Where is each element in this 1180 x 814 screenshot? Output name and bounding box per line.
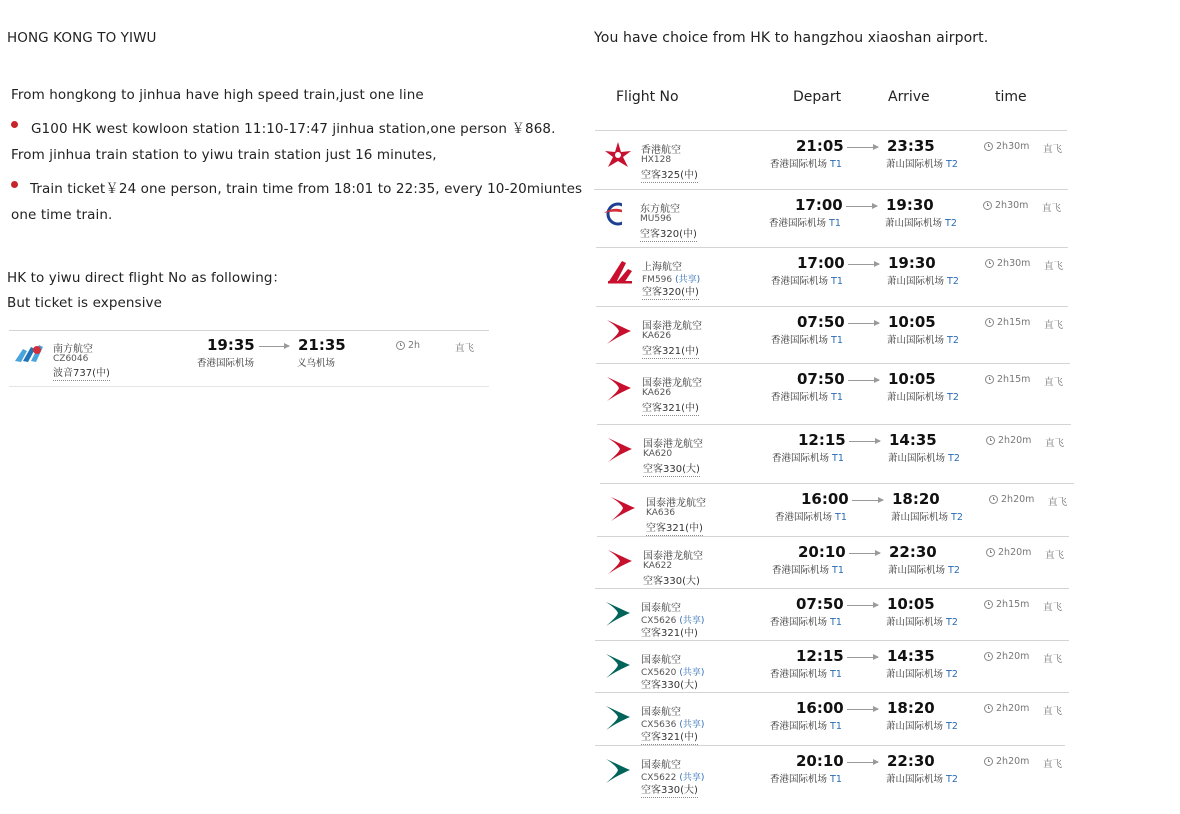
cathay-dragon-logo <box>605 434 635 464</box>
depart-airport: 香港国际机场 T1 <box>771 392 843 403</box>
clock-icon <box>984 142 993 151</box>
arrive-airport: 萧山国际机场 T2 <box>887 392 959 403</box>
aircraft-type[interactable]: 空客321(中) <box>646 523 703 534</box>
cathay-pacific-logo <box>603 650 633 680</box>
direct-flight-label: 直飞 <box>1043 759 1063 770</box>
aircraft-type[interactable]: 空客325(中) <box>641 170 698 181</box>
flight-duration: 2h30m <box>995 200 1029 211</box>
depart-time: 21:05 <box>796 137 844 155</box>
row-divider <box>595 640 1069 641</box>
arrive-terminal: T2 <box>947 392 959 403</box>
depart-terminal: T1 <box>830 159 842 170</box>
flight-row[interactable] <box>597 424 1071 482</box>
arrive-terminal: T2 <box>946 159 958 170</box>
flight-number: FM596 (共享) <box>642 275 701 285</box>
flight-row[interactable] <box>595 640 1069 698</box>
row-divider <box>595 692 1069 693</box>
direct-flight-label: 直飞 <box>1042 203 1062 214</box>
cathay-dragon-logo <box>605 546 635 576</box>
clock-icon <box>984 600 993 609</box>
direct-flight-label: 直飞 <box>1044 377 1064 388</box>
flight-number: KA626 <box>642 388 672 398</box>
flight-number: CX5620 (共享) <box>641 668 705 678</box>
row-divider <box>600 483 1074 484</box>
aircraft-type[interactable]: 空客321(中) <box>642 346 699 357</box>
codeshare-label[interactable]: (共享) <box>679 720 705 730</box>
depart-terminal: T1 <box>831 276 843 287</box>
flight-row[interactable] <box>596 247 1068 305</box>
column-header-depart: Depart <box>793 89 842 105</box>
direct-flight-label: 直飞 <box>1044 261 1064 272</box>
airline-name: 国泰港龙航空 <box>642 321 702 332</box>
flight-duration: 2h20m <box>996 703 1030 714</box>
arrive-terminal: T2 <box>948 453 960 464</box>
flight-duration: 2h30m <box>997 258 1031 269</box>
bullet-dot <box>11 121 18 128</box>
depart-airport: 香港国际机场 T1 <box>772 565 844 576</box>
flight-number: CX5622 (共享) <box>641 773 705 783</box>
depart-airport: 香港国际机场 T1 <box>769 218 841 229</box>
aircraft-type[interactable]: 空客321(中) <box>641 732 698 743</box>
depart-time: 19:35 <box>207 336 255 354</box>
aircraft-type[interactable]: 空客330(大) <box>641 785 698 796</box>
direct-flight-label: 直飞 <box>1045 550 1065 561</box>
arrive-airport: 萧山国际机场 T2 <box>891 512 963 523</box>
clock-icon <box>396 341 405 350</box>
row-divider <box>595 588 1069 589</box>
arrive-airport: 萧山国际机场 T2 <box>888 453 960 464</box>
china-eastern-logo <box>602 199 632 229</box>
arrow-icon <box>849 441 880 442</box>
depart-terminal: T1 <box>835 512 847 523</box>
arrive-terminal: T2 <box>947 335 959 346</box>
airline-name: 香港航空 <box>641 145 681 156</box>
depart-airport: 香港国际机场 T1 <box>770 159 842 170</box>
direct-flight-label: 直飞 <box>1043 144 1063 155</box>
arrow-icon <box>847 762 878 763</box>
arrive-terminal: T2 <box>951 512 963 523</box>
flight-duration: 2h15m <box>997 374 1031 385</box>
arrive-airport: 萧山国际机场 T2 <box>886 774 958 785</box>
direct-flight-label: 直飞 <box>1043 706 1063 717</box>
codeshare-label[interactable]: (共享) <box>679 616 705 626</box>
flight-row[interactable] <box>595 745 1065 800</box>
text-line-5: But ticket is expensive <box>7 295 163 311</box>
arrive-time: 22:30 <box>889 543 937 561</box>
clock-icon <box>984 652 993 661</box>
aircraft-type[interactable]: 空客321(中) <box>641 628 698 639</box>
page-title-left: HONG KONG TO YIWU <box>7 30 157 46</box>
direct-flight-label: 直飞 <box>455 343 475 354</box>
arrive-airport: 萧山国际机场 T2 <box>887 276 959 287</box>
arrow-icon <box>847 709 878 710</box>
text-line-1: From hongkong to jinhua have high speed train,just one line <box>11 87 424 103</box>
depart-time: 07:50 <box>796 595 844 613</box>
flight-number: CZ6046 <box>53 354 89 364</box>
flight-duration: 2h <box>408 340 421 351</box>
flight-duration: 2h20m <box>996 651 1030 662</box>
flight-duration: 2h20m <box>996 756 1030 767</box>
depart-terminal: T1 <box>830 721 842 732</box>
flight-duration: 2h30m <box>996 141 1030 152</box>
depart-terminal: T1 <box>829 218 841 229</box>
clock-icon <box>986 436 995 445</box>
arrive-airport: 萧山国际机场 T2 <box>886 669 958 680</box>
bullet-dot <box>11 181 18 188</box>
flight-number: MU596 <box>640 214 672 224</box>
text-line-3: one time train. <box>11 207 113 223</box>
arrow-icon <box>846 206 877 207</box>
flight-number: CX5626 (共享) <box>641 616 705 626</box>
column-header-arrive: Arrive <box>888 89 930 105</box>
arrive-time: 10:05 <box>887 595 935 613</box>
arrive-time: 21:35 <box>298 336 346 354</box>
depart-time: 17:00 <box>797 254 845 272</box>
flight-number: KA626 <box>642 331 672 341</box>
arrive-terminal: T2 <box>946 617 958 628</box>
row-divider <box>595 130 1067 131</box>
text-line-2: From jinhua train station to yiwu train station just 16 minutes, <box>11 147 437 163</box>
arrive-time: 23:35 <box>887 137 935 155</box>
clock-icon <box>986 548 995 557</box>
depart-time: 07:50 <box>797 313 845 331</box>
arrow-icon <box>849 553 880 554</box>
arrow-icon <box>847 147 878 148</box>
arrive-airport: 萧山国际机场 T2 <box>886 159 958 170</box>
arrive-airport: 萧山国际机场 T2 <box>886 617 958 628</box>
depart-airport: 香港国际机场 T1 <box>770 669 842 680</box>
airline-name: 国泰航空 <box>641 603 681 614</box>
airline-name: 国泰港龙航空 <box>643 439 703 450</box>
codeshare-label[interactable]: (共享) <box>675 275 701 285</box>
direct-flight-label: 直飞 <box>1045 438 1065 449</box>
airline-name: 国泰港龙航空 <box>646 498 706 509</box>
arrow-icon <box>847 657 878 658</box>
clock-icon <box>989 495 998 504</box>
depart-terminal: T1 <box>830 669 842 680</box>
clock-icon <box>985 259 994 268</box>
flight-row[interactable] <box>596 363 1070 421</box>
depart-airport: 香港国际机场 T1 <box>770 774 842 785</box>
china-southern-logo <box>13 339 47 365</box>
depart-time: 17:00 <box>795 196 843 214</box>
aircraft-type[interactable]: 空客320(中) <box>642 287 699 298</box>
depart-airport: 香港国际机场 T1 <box>770 721 842 732</box>
flight-row[interactable] <box>597 536 1069 594</box>
cathay-pacific-logo <box>603 702 633 732</box>
arrive-time: 18:20 <box>887 699 935 717</box>
row-divider <box>596 306 1068 307</box>
depart-time: 07:50 <box>797 370 845 388</box>
cathay-dragon-logo <box>608 493 638 523</box>
depart-time: 20:10 <box>796 752 844 770</box>
flight-row[interactable] <box>595 692 1069 750</box>
airline-name: 上海航空 <box>642 262 682 273</box>
depart-airport: 香港国际机场 T1 <box>772 453 844 464</box>
cathay-dragon-logo <box>604 316 634 346</box>
cathay-dragon-logo <box>604 373 634 403</box>
depart-airport: 香港国际机场 T1 <box>771 335 843 346</box>
row-divider <box>597 424 1071 425</box>
direct-flight-label: 直飞 <box>1043 654 1063 665</box>
airline-name: 国泰航空 <box>641 707 681 718</box>
flight-duration: 2h20m <box>1001 494 1035 505</box>
aircraft-type[interactable]: 空客330(大) <box>641 680 698 691</box>
direct-flight-label: 直飞 <box>1044 320 1064 331</box>
flight-row[interactable] <box>595 588 1069 646</box>
arrive-terminal: T2 <box>947 276 959 287</box>
flight-row[interactable] <box>600 483 1074 541</box>
arrow-icon <box>847 605 878 606</box>
clock-icon <box>984 757 993 766</box>
flight-number: KA622 <box>643 561 673 571</box>
column-header-flight-no: Flight No <box>616 89 679 105</box>
depart-terminal: T1 <box>831 335 843 346</box>
depart-airport: 香港国际机场 T1 <box>775 512 847 523</box>
flight-number: KA620 <box>643 449 673 459</box>
depart-airport: 香港国际机场 <box>197 358 255 369</box>
hong-kong-airlines-logo <box>603 140 633 170</box>
depart-time: 12:15 <box>798 431 846 449</box>
arrive-terminal: T2 <box>945 218 957 229</box>
row-divider <box>596 247 1068 248</box>
arrive-airport: 萧山国际机场 T2 <box>885 218 957 229</box>
airline-name: 东方航空 <box>640 204 680 215</box>
arrive-airport: 萧山国际机场 T2 <box>888 565 960 576</box>
arrow-icon <box>848 323 879 324</box>
arrive-time: 19:30 <box>888 254 936 272</box>
yiwu-flight-row[interactable] <box>9 330 489 387</box>
flight-duration: 2h15m <box>997 317 1031 328</box>
arrive-time: 22:30 <box>887 752 935 770</box>
flight-number: HX128 <box>641 155 672 165</box>
depart-terminal: T1 <box>830 617 842 628</box>
row-divider <box>594 189 1068 190</box>
arrive-terminal: T2 <box>946 774 958 785</box>
airline-name: 国泰港龙航空 <box>643 551 703 562</box>
depart-terminal: T1 <box>832 453 844 464</box>
flight-row[interactable] <box>594 189 1068 247</box>
arrive-terminal: T2 <box>948 565 960 576</box>
depart-airport: 香港国际机场 T1 <box>770 617 842 628</box>
flight-number: KA636 <box>646 508 676 518</box>
aircraft-type[interactable]: 空客330(大) <box>643 576 700 587</box>
arrow-icon <box>848 380 879 381</box>
arrive-terminal: T2 <box>946 669 958 680</box>
cathay-pacific-logo <box>603 598 633 628</box>
page-title-right: You have choice from HK to hangzhou xiaoshan airport. <box>594 30 989 46</box>
cathay-pacific-logo <box>603 755 633 785</box>
arrow-icon <box>259 346 289 347</box>
airline-name: 国泰港龙航空 <box>642 378 702 389</box>
flight-duration: 2h20m <box>998 435 1032 446</box>
flight-row[interactable] <box>595 130 1067 188</box>
arrive-time: 14:35 <box>889 431 937 449</box>
clock-icon <box>983 201 992 210</box>
direct-flight-label: 直飞 <box>1048 497 1068 508</box>
depart-time: 16:00 <box>801 490 849 508</box>
flight-number: CX5636 (共享) <box>641 720 705 730</box>
arrow-icon <box>848 264 879 265</box>
depart-time: 16:00 <box>796 699 844 717</box>
arrive-airport: 义乌机场 <box>297 358 336 369</box>
arrive-time: 18:20 <box>892 490 940 508</box>
aircraft-type[interactable]: 空客330(大) <box>643 464 700 475</box>
codeshare-label[interactable]: (共享) <box>679 668 705 678</box>
row-divider <box>597 536 1069 537</box>
depart-time: 20:10 <box>798 543 846 561</box>
clock-icon <box>984 704 993 713</box>
depart-terminal: T1 <box>831 392 843 403</box>
bullet-item-1: G100 HK west kowloon station 11:10-17:47 jinhua station,one person ￥868. <box>31 121 556 137</box>
depart-airport: 香港国际机场 T1 <box>771 276 843 287</box>
flight-duration: 2h20m <box>998 547 1032 558</box>
aircraft-type[interactable]: 波音737(中) <box>53 368 110 379</box>
column-header-time: time <box>995 89 1027 105</box>
depart-terminal: T1 <box>832 565 844 576</box>
row-divider <box>596 363 1070 364</box>
row-divider <box>595 745 1065 746</box>
shanghai-airlines-logo <box>604 257 634 287</box>
arrive-time: 10:05 <box>888 370 936 388</box>
arrive-airport: 萧山国际机场 T2 <box>887 335 959 346</box>
arrive-time: 10:05 <box>888 313 936 331</box>
airline-name: 南方航空 <box>53 344 93 355</box>
airline-name: 国泰航空 <box>641 655 681 666</box>
flight-row[interactable] <box>596 306 1068 364</box>
direct-flight-label: 直飞 <box>1043 602 1063 613</box>
depart-terminal: T1 <box>830 774 842 785</box>
aircraft-type[interactable]: 空客321(中) <box>642 403 699 414</box>
codeshare-label[interactable]: (共享) <box>679 773 705 783</box>
aircraft-type[interactable]: 空客320(中) <box>640 229 697 240</box>
arrive-time: 19:30 <box>886 196 934 214</box>
arrow-icon <box>852 500 883 501</box>
airline-name: 国泰航空 <box>641 760 681 771</box>
depart-time: 12:15 <box>796 647 844 665</box>
arrive-terminal: T2 <box>946 721 958 732</box>
arrive-time: 14:35 <box>887 647 935 665</box>
arrive-airport: 萧山国际机场 T2 <box>886 721 958 732</box>
flight-duration: 2h15m <box>996 599 1030 610</box>
clock-icon <box>985 318 994 327</box>
text-line-4: HK to yiwu direct flight No as following： <box>7 270 287 286</box>
clock-icon <box>985 375 994 384</box>
bullet-item-2: Train ticket￥24 one person, train time from 18:01 to 22:35, every 10-20miuntes <box>30 181 583 197</box>
